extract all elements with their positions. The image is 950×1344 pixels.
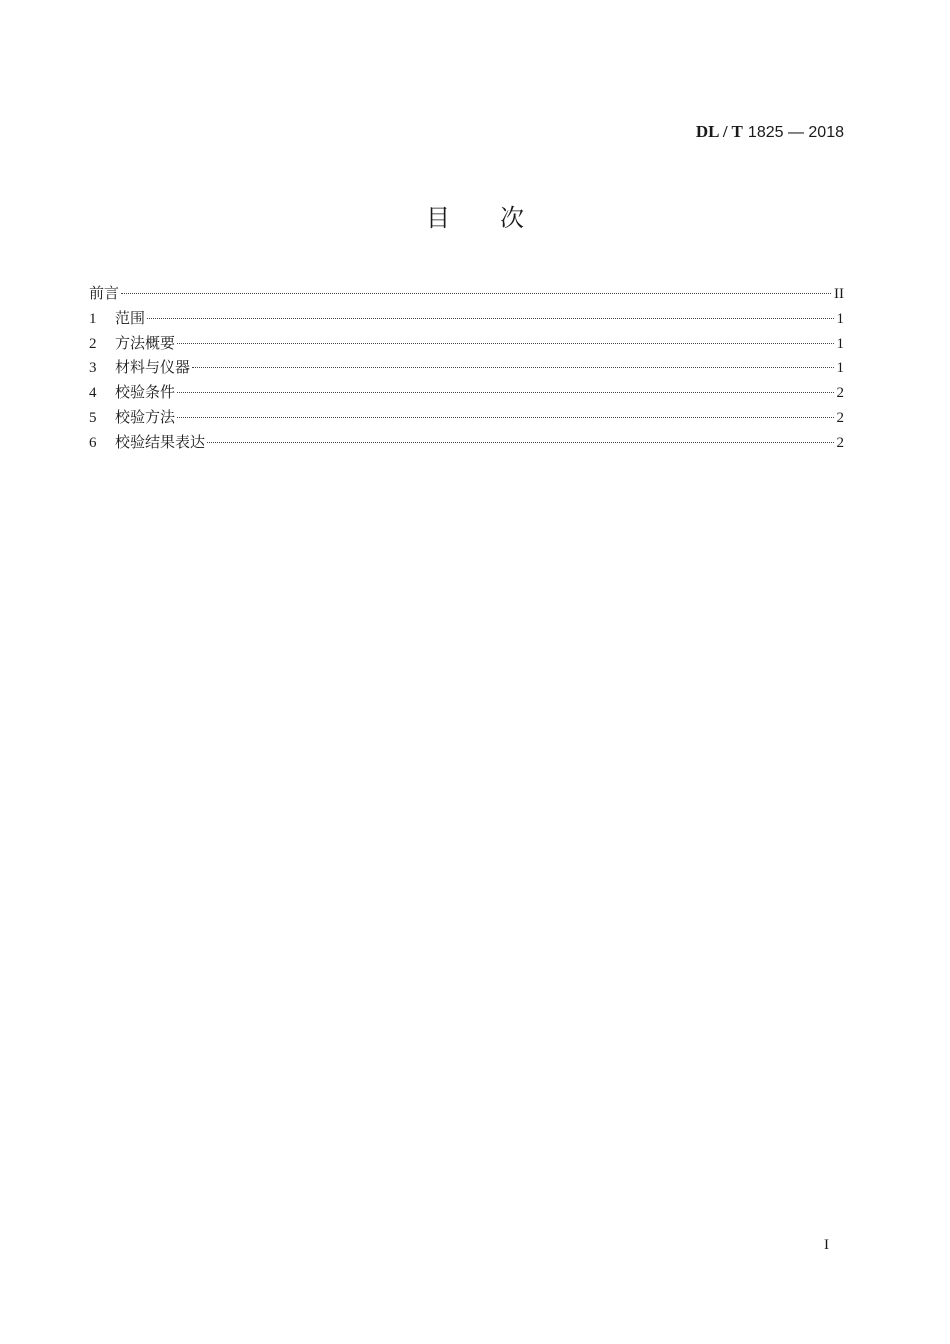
toc-entry-page: 2 [836,434,844,451]
toc-entry-title: 范围 [115,308,146,327]
toc-entry-5[interactable] [89,405,844,430]
toc-entry-title: 材料与仪器 [115,358,191,377]
toc-leader-dots [177,417,833,418]
toc-entry-page: 1 [836,360,844,377]
toc-entry-title: 方法概要 [115,333,176,352]
toc-entry-number: 6 [89,434,97,451]
toc-entry-title: 校验结果表达 [115,432,206,451]
toc-entry-number: 1 [89,310,97,327]
standard-number: 1825 — 2018 [747,124,844,141]
toc-leader-dots [177,343,833,344]
standard-prefix: DL / T [695,122,743,141]
toc-leader-dots [121,293,831,294]
toc-entry-page: 2 [836,409,844,426]
toc-entry-1[interactable] [89,306,844,331]
toc-entry-6[interactable] [89,430,844,455]
toc-entry-page: 1 [836,310,844,327]
toc-entry-2[interactable] [89,331,844,356]
toc-leader-dots [192,367,833,368]
toc-entry-4[interactable] [89,380,844,405]
toc-entry-3[interactable] [89,355,844,380]
table-of-contents [89,281,844,455]
toc-entry-page: II [834,286,844,302]
page-number: I [824,1237,829,1253]
title-char-2: 次 [500,204,524,232]
toc-leader-dots [177,392,833,393]
toc-entry-foreword[interactable] [89,281,844,306]
toc-entry-title: 校验方法 [115,407,176,426]
toc-leader-dots [147,318,833,319]
toc-entry-number: 2 [89,335,97,352]
toc-entry-page: 2 [836,385,844,402]
toc-entry-title: 校验条件 [115,383,176,402]
toc-entry-number: 3 [89,360,97,377]
page-title [0,202,950,234]
toc-leader-dots [207,442,833,443]
standard-code [696,122,844,143]
toc-entry-number: 4 [89,385,97,402]
toc-entry-number: 5 [89,409,97,426]
toc-entry-page: 1 [836,335,844,352]
title-char-1: 目 [426,204,450,232]
toc-entry-title: 前言 [89,284,120,302]
